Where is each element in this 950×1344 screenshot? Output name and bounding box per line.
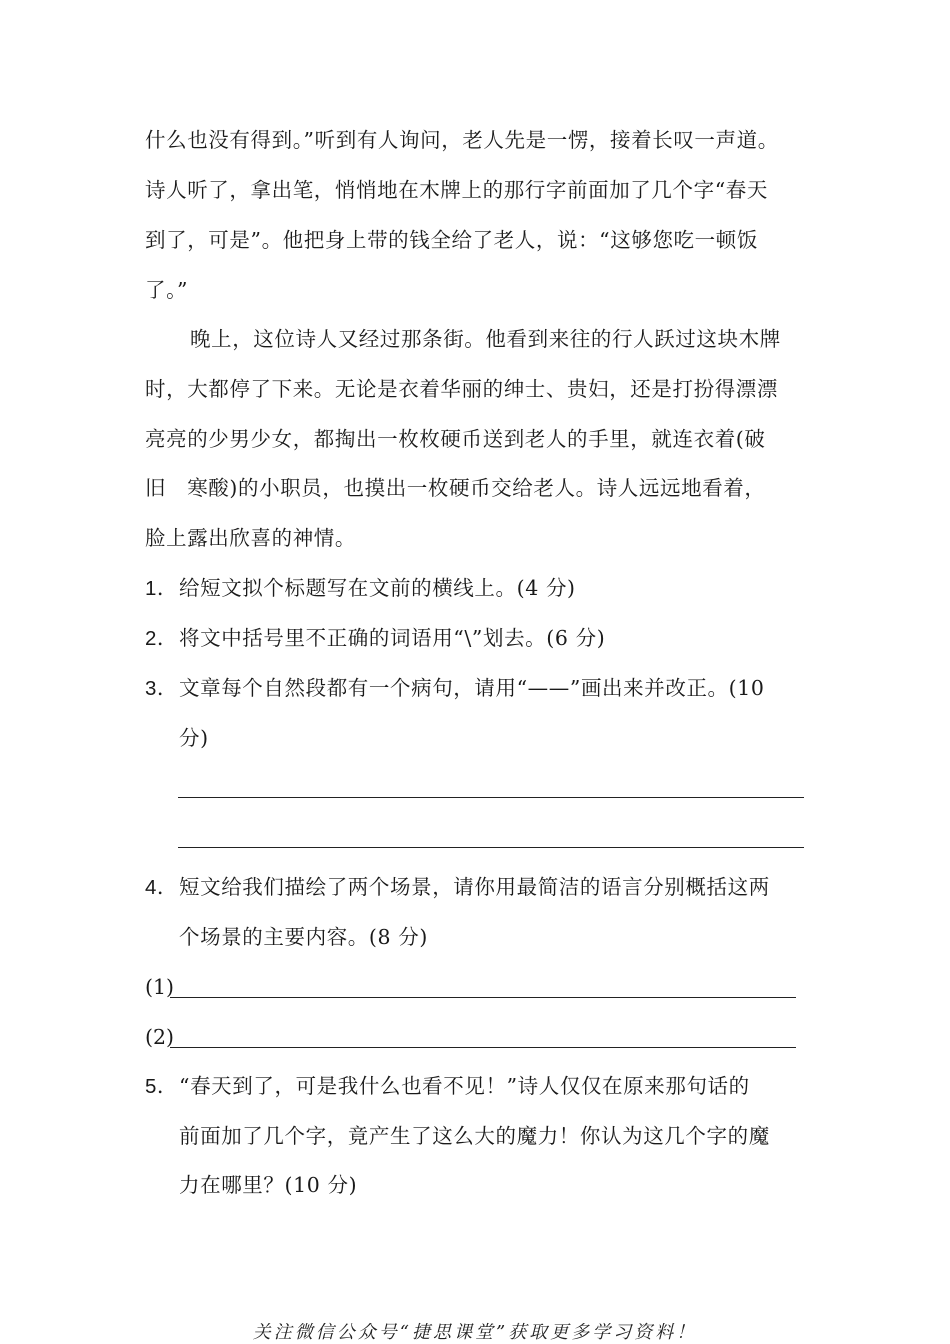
passage-line: 到了，可是”。他把身上带的钱全给了老人，说：“这够您吃一顿饭 xyxy=(145,228,758,252)
question-number: 2． xyxy=(145,627,179,650)
question-text: 短文给我们描绘了两个场景，请你用最简洁的语言分别概括这两 xyxy=(179,875,770,899)
passage-line: 脸上露出欣喜的神情。 xyxy=(145,526,356,550)
answer-line-2[interactable] xyxy=(170,1047,796,1048)
question-text: 给短文拟个标题写在文前的横线上。(4 分) xyxy=(179,576,576,600)
footer-promo: 关注微信公众号“捷思课堂”获取更多学习资料！ xyxy=(252,1322,698,1343)
question-text: 文章每个自然段都有一个病句，请用“——”画出来并改正。(10 xyxy=(179,676,765,700)
question-4 xyxy=(145,873,807,902)
question-text-continued: 前面加了几个字，竟产生了这么大的魔力！你认为这几个字的魔 xyxy=(179,1124,770,1148)
question-text: “春天到了，可是我什么也看不见！”诗人仅仅在原来那句话的 xyxy=(179,1074,750,1098)
answer-label-1: (1) xyxy=(145,975,175,999)
passage-line: 诗人听了，拿出笔，悄悄地在木牌上的那行字前面加了几个字“春天 xyxy=(145,178,768,202)
passage-line: 了。” xyxy=(145,278,189,302)
passage-line: 晚上，这位诗人又经过那条街。他看到来往的行人跃过这块木牌 xyxy=(190,327,781,351)
question-text: 将文中括号里不正确的词语用“\”划去。(6 分) xyxy=(179,626,606,650)
question-text-continued: 力在哪里？(10 分) xyxy=(179,1173,358,1197)
passage-line: 亮亮的少男少女，都掏出一枚枚硬币送到老人的手里，就连衣着(破 xyxy=(145,427,766,451)
passage-line: 旧 寒酸)的小职员，也摸出一枚硬币交给老人。诗人远远地看着， xyxy=(145,476,766,500)
passage-line: 什么也没有得到。”听到有人询问，老人先是一愣，接着长叹一声道。 xyxy=(145,128,779,152)
passage-line: 时，大都停了下来。无论是衣着华丽的绅士、贵妇，还是打扮得漂漂 xyxy=(145,377,778,401)
question-2 xyxy=(145,624,807,653)
question-5 xyxy=(145,1072,807,1101)
question-3 xyxy=(145,674,807,703)
answer-line-1[interactable] xyxy=(170,997,796,998)
question-number: 3． xyxy=(145,677,179,700)
answer-line[interactable] xyxy=(178,797,804,798)
question-text-continued: 分) xyxy=(179,726,209,750)
question-1 xyxy=(145,574,807,603)
answer-label-2: (2) xyxy=(145,1025,175,1049)
answer-line[interactable] xyxy=(178,847,804,848)
question-number: 5． xyxy=(145,1075,179,1098)
question-number: 1． xyxy=(145,577,179,600)
question-text-continued: 个场景的主要内容。(8 分) xyxy=(179,925,428,949)
question-number: 4． xyxy=(145,876,179,899)
